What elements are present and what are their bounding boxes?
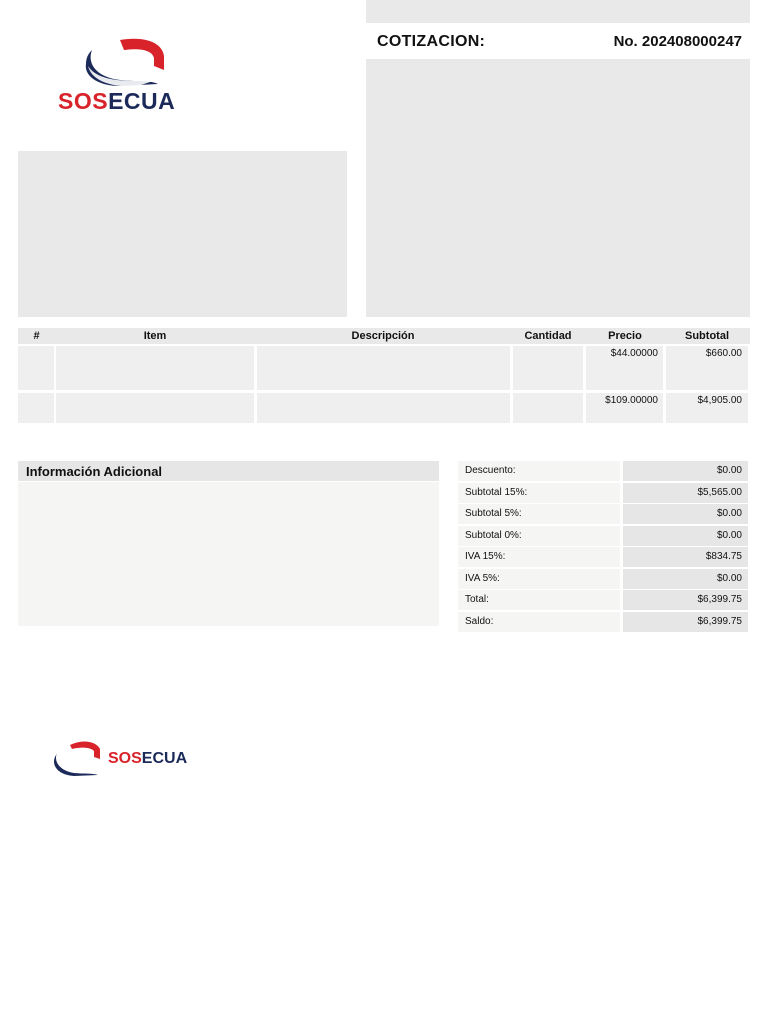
column-header-description: Descripción [351,330,415,342]
logo-mark-icon [52,739,202,777]
svg-text:SOSECUA: SOSECUA [108,750,188,767]
column-header-quantity: Cantidad [524,330,572,342]
totals-label: Subtotal 5%: [458,504,620,524]
totals-label: Total: [458,590,620,610]
totals-label: Descuento: [458,461,620,481]
totals-value: $5,565.00 [623,483,748,503]
document-type: COTIZACION: [377,33,486,50]
totals-label: Saldo: [458,612,620,632]
totals-label: IVA 15%: [458,547,620,567]
totals-value: $6,399.75 [623,612,748,632]
footer-logo [52,739,202,777]
company-logo [58,36,200,118]
row-subtotal: $4,905.00 [697,395,742,406]
items-table-header [18,328,750,344]
document-title-row [366,27,750,57]
totals-label: Subtotal 15%: [458,483,620,503]
logo-mark-icon [58,36,200,88]
totals-label: Subtotal 0%: [458,526,620,546]
column-header-subtotal: Subtotal [685,330,729,342]
document-number: No. 202408000247 [613,33,742,50]
additional-info-body [18,482,439,626]
additional-info-title: Información Adicional [26,464,163,479]
row-price: $44.00000 [610,348,658,359]
logo-wordmark: SOSECUA [58,88,176,114]
totals-value: $834.75 [623,547,748,567]
additional-info-header [18,461,439,481]
totals-value: $6,399.75 [623,590,748,610]
totals-value: $0.00 [623,461,748,481]
totals-label: IVA 5%: [458,569,620,589]
client-info-panel [18,151,347,317]
column-header-item: Item [143,330,167,342]
column-header-number: # [33,330,40,342]
company-info-panel [366,59,750,317]
totals-value: $0.00 [623,504,748,524]
row-price: $109.00000 [605,395,658,406]
column-header-price: Precio [608,330,642,342]
totals-value: $0.00 [623,569,748,589]
row-subtotal: $660.00 [705,348,742,359]
header-strip [366,0,750,23]
totals-value: $0.00 [623,526,748,546]
